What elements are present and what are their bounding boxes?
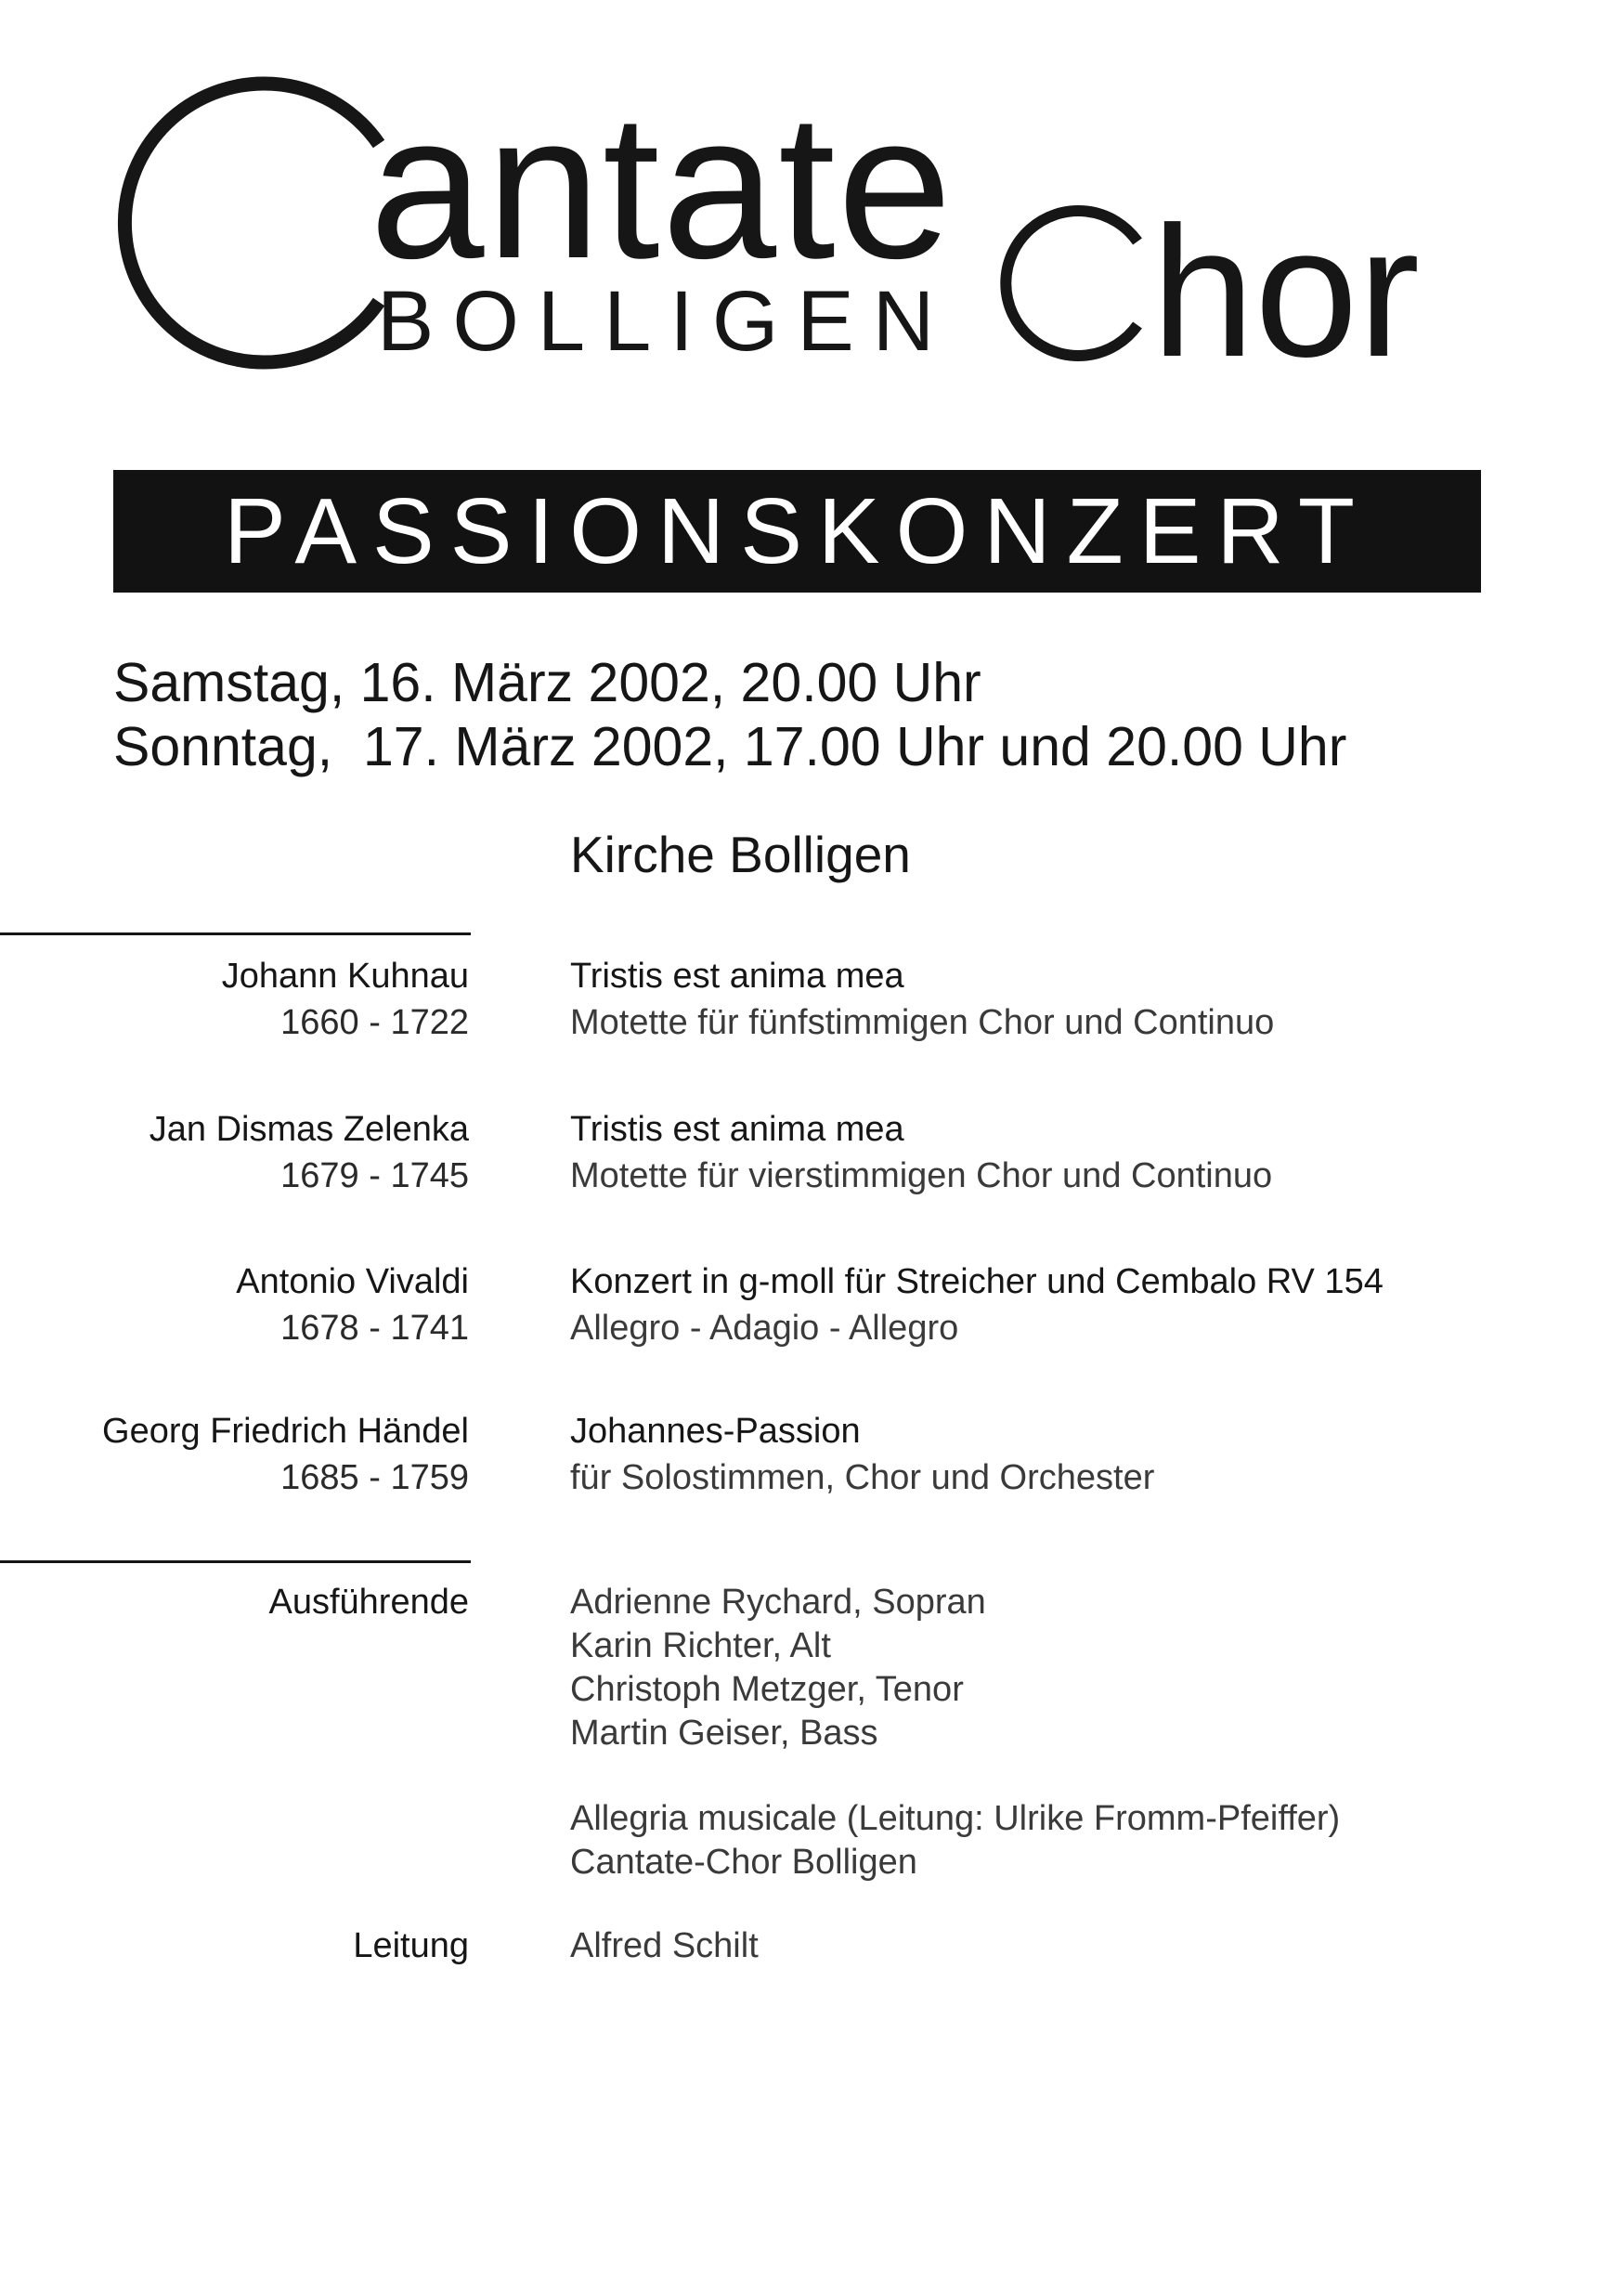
list-item: Cantate-Chor Bolligen [570,1843,917,1882]
composer-years: 1660 - 1722 [280,1003,469,1042]
composer-years: 1685 - 1759 [280,1458,469,1497]
composer-name: Jan Dismas Zelenka [149,1110,469,1149]
list-item: Allegria musicale (Leitung: Ulrike Fromm-Pfeiffer) [570,1799,1341,1838]
direction-label: Leitung [353,1926,469,1965]
logo-word-chor: hor [1151,189,1421,396]
piece-title: Tristis est anima mea [570,957,904,996]
list-item: Christoph Metzger, Tenor [570,1670,964,1709]
divider-top [0,932,471,935]
piece-subtitle: Allegro - Adagio - Allegro [570,1309,959,1348]
piece-subtitle: Motette für vierstimmigen Chor und Continuo [570,1156,1273,1195]
performers-label: Ausführende [268,1583,469,1622]
piece-title: Konzert in g-moll für Streicher und Cembalo RV 154 [570,1262,1384,1301]
piece-subtitle: Motette für fünfstimmigen Chor und Continuo [570,1003,1275,1042]
list-item: Martin Geiser, Bass [570,1714,878,1753]
date-line-saturday: Samstag, 16. März 2002, 20.00 Uhr [113,652,981,713]
logo-word-bolligen: BOLLIGEN [377,274,954,369]
composer-name: Antonio Vivaldi [236,1262,469,1301]
soloists-list [570,1581,986,1755]
concert-title: PASSIONSKONZERT [113,470,1481,593]
divider-bottom [0,1560,471,1563]
piece-subtitle: für Solostimmen, Chor und Orchester [570,1458,1155,1497]
ensembles-list [570,1797,1340,1884]
date-line-sunday: Sonntag, 17. März 2002, 17.00 Uhr und 20.00 Uhr [113,716,1347,777]
composer-name: Johann Kuhnau [221,957,469,996]
conductor-name: Alfred Schilt [570,1926,759,1965]
venue: Kirche Bolligen [570,826,911,883]
composer-years: 1678 - 1741 [280,1309,469,1348]
piece-title: Johannes-Passion [570,1412,861,1451]
list-item: Karin Richter, Alt [570,1626,831,1665]
list-item: Adrienne Rychard, Sopran [570,1583,986,1622]
composer-years: 1679 - 1745 [280,1156,469,1195]
piece-title: Tristis est anima mea [570,1110,904,1149]
logo-chor-c [998,200,1156,367]
composer-name: Georg Friedrich Händel [102,1412,469,1451]
logo-large-c [100,56,407,390]
logo-word-antate: antate [370,72,955,302]
